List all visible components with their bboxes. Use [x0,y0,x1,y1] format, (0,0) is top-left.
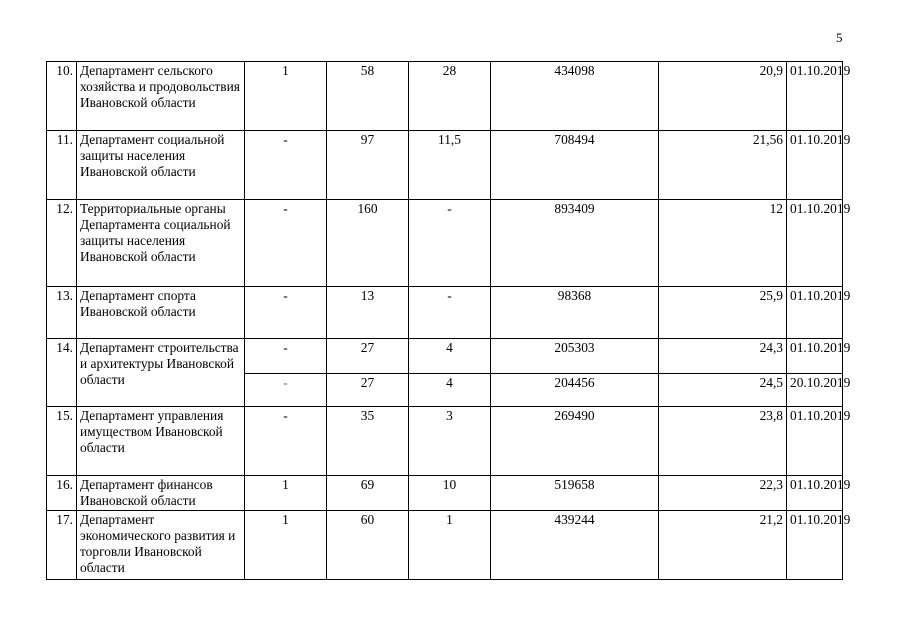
cell-col-e: 23,8 [659,407,787,476]
cell-col-a: 1 [245,476,327,511]
cell-col-e: 21,56 [659,131,787,200]
table-row [47,339,843,374]
cell-col-a: - [245,200,327,287]
department-name: Департамент социальной защиты населения Ивановской области [77,131,245,200]
row-number: 16. [47,476,77,511]
cell-date: 01.10.2019 [787,339,843,374]
cell-col-b: 13 [327,287,409,339]
cell-col-b: 69 [327,476,409,511]
cell-col-c: - [409,287,491,339]
cell-col-c: 28 [409,62,491,131]
cell-col-d: 204456 [491,374,659,407]
table-row [47,131,843,200]
cell-col-c: 4 [409,374,491,407]
cell-col-d: 708494 [491,131,659,200]
department-name: Департамент строительства и архитектуры Ивановской области [77,339,245,407]
cell-col-d: 434098 [491,62,659,131]
cell-col-a: 1 [245,62,327,131]
cell-col-b: 60 [327,511,409,580]
cell-col-b: 27 [327,374,409,407]
cell-col-d: 893409 [491,200,659,287]
cell-date: 01.10.2019 [787,511,843,580]
row-number: 10. [47,62,77,131]
cell-col-b: 97 [327,131,409,200]
cell-col-d: 519658 [491,476,659,511]
row-number: 14. [47,339,77,407]
cell-date: 01.10.2019 [787,131,843,200]
cell-col-a: 1 [245,511,327,580]
row-number: 12. [47,200,77,287]
cell-col-b: 160 [327,200,409,287]
cell-col-b: 27 [327,339,409,374]
cell-col-d: 98368 [491,287,659,339]
cell-col-d: 205303 [491,339,659,374]
cell-col-e: 20,9 [659,62,787,131]
table-row [47,62,843,131]
department-name: Департамент сельского хозяйства и продовольствия Ивановской области [77,62,245,131]
cell-col-e: 21,2 [659,511,787,580]
table-row [47,287,843,339]
cell-col-a: - [245,374,327,407]
cell-col-a: - [245,407,327,476]
cell-date: 01.10.2019 [787,407,843,476]
department-name: Департамент финансов Ивановской области [77,476,245,511]
cell-col-e: 24,3 [659,339,787,374]
cell-col-d: 439244 [491,511,659,580]
cell-col-c: 3 [409,407,491,476]
department-name: Департамент экономического развития и торговли Ивановской области [77,511,245,580]
cell-col-e: 12 [659,200,787,287]
row-number: 11. [47,131,77,200]
department-name: Департамент спорта Ивановской области [77,287,245,339]
cell-col-e: 25,9 [659,287,787,339]
table-row [47,200,843,287]
cell-col-e: 22,3 [659,476,787,511]
cell-col-a: - [245,287,327,339]
cell-date: 01.10.2019 [787,200,843,287]
table-row [47,476,843,511]
cell-col-c: 11,5 [409,131,491,200]
cell-date: 01.10.2019 [787,62,843,131]
row-number: 15. [47,407,77,476]
row-number: 17. [47,511,77,580]
cell-col-c: 10 [409,476,491,511]
cell-col-e: 24,5 [659,374,787,407]
cell-col-a: - [245,131,327,200]
staff-table [46,61,851,580]
department-name: Департамент управления имуществом Ивановской области [77,407,245,476]
table-row [47,511,843,580]
cell-col-c: 1 [409,511,491,580]
cell-col-c: 4 [409,339,491,374]
cell-col-d: 269490 [491,407,659,476]
cell-col-b: 35 [327,407,409,476]
cell-date: 01.10.2019 [787,476,843,511]
cell-col-a: - [245,339,327,374]
cell-col-b: 58 [327,62,409,131]
cell-date: 20.10.2019 [787,374,843,407]
row-number: 13. [47,287,77,339]
page-number: 5 [836,30,843,45]
cell-col-c: - [409,200,491,287]
department-name: Территориальные органы Департамента социальной защиты населения Ивановской области [77,200,245,287]
cell-date: 01.10.2019 [787,287,843,339]
table-row [47,407,843,476]
